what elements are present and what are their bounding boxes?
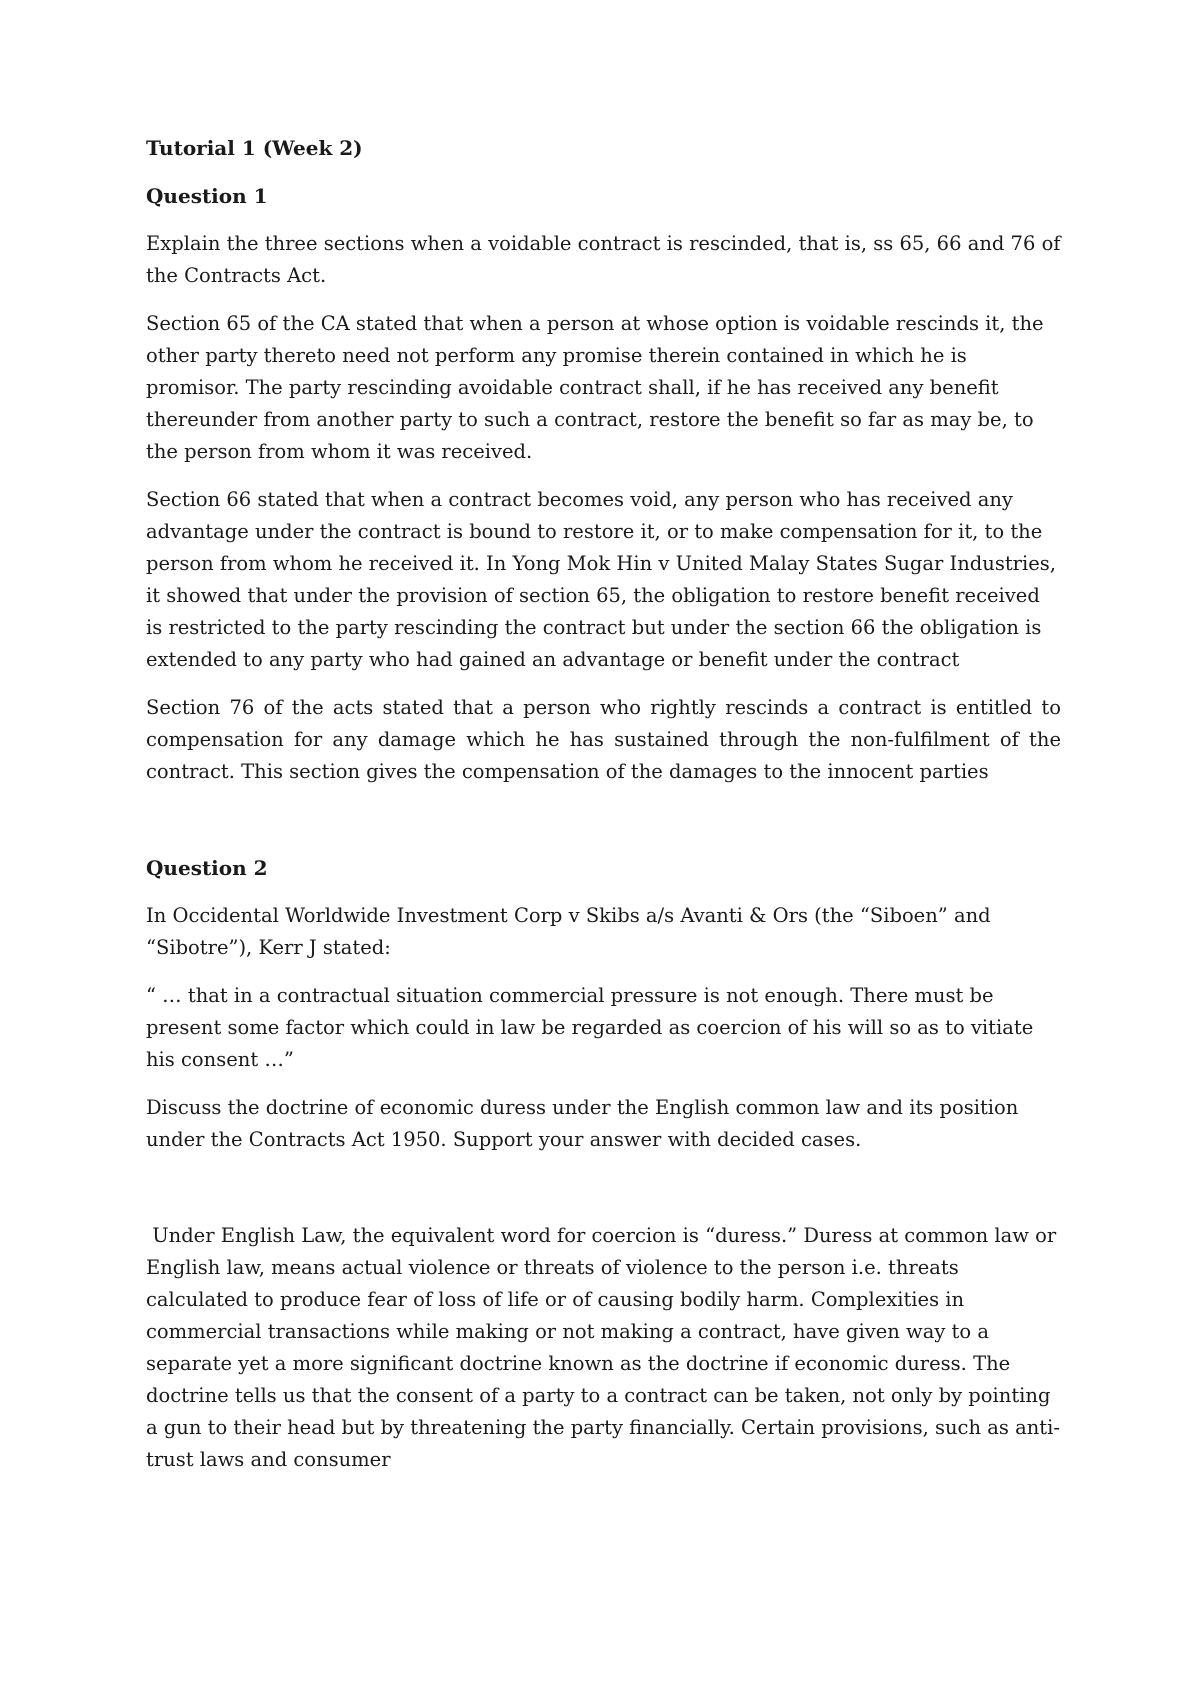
section-65-paragraph: Section 65 of the CA stated that when a person at whose option is voidable rescinds it, the other party thereto need not perform any promise therein contained in which he is promisor. The party rescinding avoidable contract shall, if he has received any benefit thereunder from another party to such a contract, restore the benefit so far as may be, to the person from whom it was received. bbox=[146, 312, 1044, 463]
section-66-paragraph: Section 66 stated that when a contract becomes void, any person who has received any advantage under the contract is bound to restore it, or to make compensation for it, to the person from whom he received it. In Yong Mok Hin v United Malay States Sugar Industries, it showed that under the provision of section 65, the obligation to restore benefit received is restricted to the party rescinding the contract but under the section 66 the obligation is extended to any party who had gained an advantage or benefit under the contract bbox=[146, 488, 1056, 671]
question-2-intro: In Occidental Worldwide Investment Corp v Skibs a/s Avanti & Ors (the “Siboen” and “Sibotre”), Kerr J stated: bbox=[146, 904, 991, 959]
question-2-heading: Question 2 bbox=[146, 856, 268, 880]
kerr-j-quote: “ … that in a contractual situation commercial pressure is not enough. There must be present some factor which could in law be regarded as coercion of his will so as to vitiate his consent …” bbox=[146, 984, 1034, 1071]
question-2-prompt: Discuss the doctrine of economic duress under the English common law and its position under the Contracts Act 1950. Support your answer with decided cases. bbox=[146, 1096, 1019, 1151]
document-page bbox=[146, 132, 1061, 1476]
section-76-paragraph: Section 76 of the acts stated that a person who rightly rescinds a contract is entitled to compensation for any damage which he has sustained through the non-fulfilment of the contract. This section gives the compensation of the damages to the innocent parties bbox=[146, 696, 1061, 783]
question-1-prompt: Explain the three sections when a voidable contract is rescinded, that is, ss 65, 66 and 76 of the Contracts Act. bbox=[146, 232, 1061, 287]
question-1-heading: Question 1 bbox=[146, 184, 268, 208]
document-title: Tutorial 1 (Week 2) bbox=[146, 136, 363, 160]
question-2-answer: Under English Law, the equivalent word for coercion is “duress.” Duress at common law or English law, means actual violence or threats of violence to the person i.e. threats calculated to produce fear of loss of life or of causing bodily harm. Complexities in commercial transactions while making or not making a contract, have given way to a separate yet a more significant doctrine known as the doctrine if economic duress. The doctrine tells us that the consent of a party to a contract can be taken, not only by pointing a gun to their head but by threatening the party financially. Certain provisions, such as anti-trust laws and consumer bbox=[146, 1224, 1063, 1471]
